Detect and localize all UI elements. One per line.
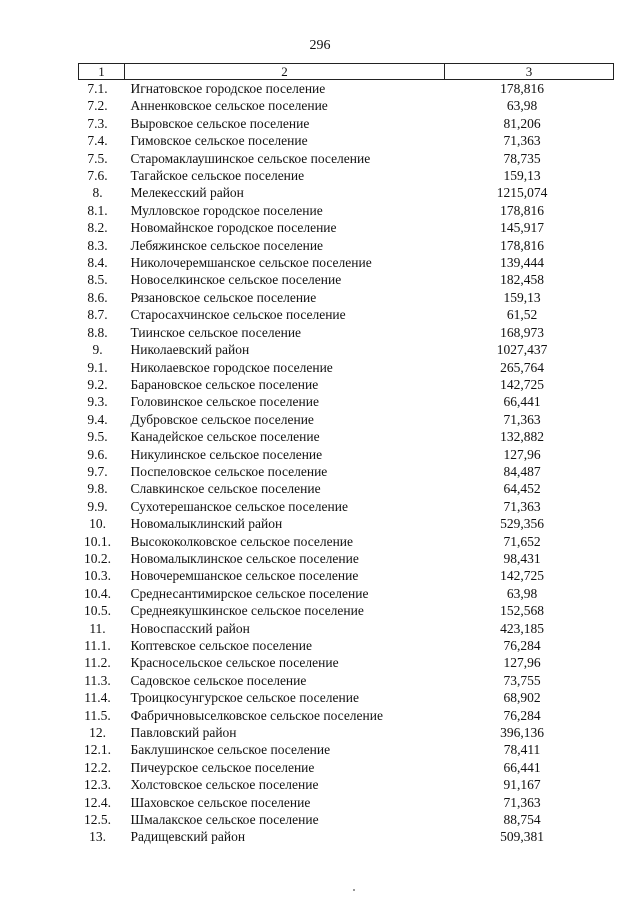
allocation-value: 81,206 [503, 115, 541, 131]
table-row [79, 167, 614, 184]
table-row [79, 689, 614, 706]
allocation-value: 529,356 [500, 516, 544, 532]
settlement-name: Новомалыклинское сельское поселение [130, 550, 359, 566]
settlement-name: Новоселкинское сельское поселение [130, 272, 342, 288]
settlement-name: Игнатовское городское поселение [130, 81, 326, 96]
settlement-name: Рязановское сельское поселение [130, 289, 317, 305]
settlement-name: Канадейское сельское поселение [130, 429, 320, 445]
allocation-value: 91,167 [503, 777, 541, 793]
table-row [79, 80, 614, 98]
settlement-name: Новоспасский район [130, 620, 250, 636]
allocation-value: 84,487 [503, 463, 541, 479]
settlement-name: Красносельское сельское поселение [130, 655, 339, 671]
allocation-value: 1027,437 [496, 342, 548, 358]
allocation-value: 88,754 [503, 812, 541, 828]
settlement-name: Новочеремшанское сельское поселение [130, 568, 359, 584]
allocation-value: 78,735 [503, 150, 541, 166]
row-number: 12.1. [84, 742, 111, 758]
row-number: 12.2. [84, 759, 111, 775]
row-number: 9.9. [87, 498, 108, 514]
row-number: 11. [89, 620, 106, 636]
settlement-name: Головинское сельское поселение [130, 394, 319, 410]
row-number: 10.2. [84, 550, 111, 566]
allocation-value: 76,284 [503, 707, 541, 723]
allocation-value: 509,381 [500, 829, 544, 845]
row-number: 7.6. [87, 168, 108, 184]
allocation-value: 178,816 [500, 81, 544, 96]
allocation-value: 61,52 [506, 307, 538, 323]
row-number: 9.6. [87, 446, 108, 462]
allocation-value: 64,452 [503, 481, 541, 497]
table-row [79, 411, 614, 428]
row-number: 8.8. [87, 324, 108, 340]
row-number: 11.4. [84, 690, 111, 706]
allocation-value: 159,13 [503, 289, 541, 305]
table-row [79, 115, 614, 132]
row-number: 12.4. [84, 794, 111, 810]
row-number: 9.5. [87, 429, 108, 445]
allocation-value: 152,568 [500, 603, 544, 619]
table-row [79, 776, 614, 793]
settlement-name: Тагайское сельское поселение [130, 168, 305, 184]
allocation-value: 178,816 [500, 237, 544, 253]
footer-mark [353, 889, 355, 891]
table-header [79, 64, 614, 80]
header-cell-col1: 1 [79, 64, 125, 80]
table-row [79, 567, 614, 584]
row-number: 11.2. [84, 655, 111, 671]
allocation-table-container [78, 63, 613, 846]
table-row [79, 202, 614, 219]
table-row [79, 150, 614, 167]
settlement-name: Сухотерешанское сельское поселение [130, 498, 348, 514]
row-number: 10.3. [84, 568, 111, 584]
settlement-name: Шмалакское сельское поселение [130, 812, 319, 828]
allocation-value: 1215,074 [496, 185, 548, 201]
row-number: 8. [92, 185, 103, 201]
table-row [79, 132, 614, 149]
settlement-name: Коптевское сельское поселение [130, 638, 312, 653]
table-row [79, 620, 614, 637]
table-row [79, 741, 614, 758]
settlement-name: Холстовское сельское поселение [130, 777, 319, 793]
settlement-name: Тиинское сельское поселение [130, 324, 302, 340]
row-number: 8.4. [87, 255, 108, 271]
allocation-table [78, 63, 614, 846]
table-row [79, 219, 614, 236]
table-row [79, 550, 614, 567]
settlement-name: Мелекесский район [130, 185, 244, 201]
row-number: 9.3. [87, 394, 108, 410]
row-number: 12.3. [84, 777, 111, 793]
settlement-name: Славкинское сельское поселение [130, 481, 321, 497]
table-row [79, 602, 614, 619]
table-row [79, 446, 614, 463]
allocation-value: 182,458 [500, 272, 544, 288]
allocation-value: 178,816 [500, 202, 544, 218]
settlement-name: Лебяжинское сельское поселение [130, 237, 324, 253]
settlement-name: Радищевский район [130, 829, 246, 845]
settlement-name: Пичеурское сельское поселение [130, 759, 315, 775]
settlement-name: Среднеякушкинское сельское поселение [130, 603, 364, 619]
row-number: 10.1. [84, 533, 111, 549]
table-row [79, 672, 614, 689]
row-number: 11.5. [84, 707, 111, 723]
row-number: 10.5. [84, 603, 111, 619]
table-body [79, 80, 614, 846]
table-row [79, 289, 614, 306]
table-row [79, 341, 614, 358]
allocation-value: 66,441 [503, 394, 541, 410]
table-row [79, 393, 614, 410]
table-row [79, 359, 614, 376]
table-row [79, 271, 614, 288]
row-number: 7.2. [87, 98, 108, 114]
settlement-name: Анненковское сельское поселение [130, 98, 328, 114]
allocation-value: 139,444 [500, 255, 544, 271]
row-number: 13. [89, 829, 106, 845]
settlement-name: Новомайнское городское поселение [130, 220, 337, 236]
row-number: 9.1. [87, 359, 108, 375]
settlement-name: Никулинское сельское поселение [130, 446, 323, 462]
row-number: 9.7. [87, 463, 108, 479]
allocation-value: 142,725 [500, 568, 544, 584]
allocation-value: 71,652 [503, 533, 541, 549]
row-number: 7.5. [87, 150, 108, 166]
table-row [79, 498, 614, 515]
settlement-name: Шаховское сельское поселение [130, 794, 311, 810]
table-row [79, 324, 614, 341]
table-row [79, 724, 614, 741]
row-number: 12. [89, 725, 106, 741]
settlement-name: Поспеловское сельское поселение [130, 463, 328, 479]
row-number: 8.7. [87, 307, 108, 323]
settlement-name: Фабричновыселковское сельское поселение [130, 707, 383, 723]
table-row [79, 707, 614, 724]
allocation-value: 71,363 [503, 133, 541, 149]
allocation-value: 127,96 [503, 655, 541, 671]
allocation-value: 71,363 [503, 411, 541, 427]
allocation-value: 132,882 [500, 429, 544, 445]
allocation-value: 168,973 [500, 324, 544, 340]
allocation-value: 68,902 [503, 690, 541, 706]
settlement-name: Николочеремшанское сельское поселение [130, 255, 372, 271]
settlement-name: Барановское сельское поселение [130, 376, 319, 392]
row-number: 8.3. [87, 237, 108, 253]
table-row [79, 515, 614, 532]
row-number: 10. [89, 516, 106, 532]
row-number: 9. [92, 342, 103, 358]
settlement-name: Гимовское сельское поселение [130, 133, 308, 149]
table-row [79, 759, 614, 776]
row-number: 7.4. [87, 133, 108, 149]
table-row [79, 254, 614, 271]
settlement-name: Старосахчинское сельское поселение [130, 307, 346, 323]
settlement-name: Троицкосунгурское сельское поселение [130, 690, 359, 706]
allocation-value: 159,13 [503, 168, 541, 184]
table-row [79, 376, 614, 393]
row-number: 8.5. [87, 272, 108, 288]
settlement-name: Николаевское городское поселение [130, 359, 333, 375]
settlement-name: Высококолковское сельское поселение [130, 533, 354, 549]
table-row [79, 533, 614, 550]
row-number: 9.4. [87, 411, 108, 427]
allocation-value: 73,755 [503, 672, 541, 688]
table-row [79, 237, 614, 254]
header-cell-col2: 2 [125, 64, 445, 80]
settlement-name: Садовское сельское поселение [130, 672, 307, 688]
table-row [79, 306, 614, 323]
table-row [79, 794, 614, 811]
table-row [79, 811, 614, 828]
settlement-name: Старомаклаушинское сельское поселение [130, 150, 371, 166]
header-row [79, 64, 614, 80]
row-number: 9.8. [87, 481, 108, 497]
allocation-value: 66,441 [503, 759, 541, 775]
allocation-value: 98,431 [503, 550, 541, 566]
allocation-value: 76,284 [503, 638, 541, 653]
allocation-value: 423,185 [500, 620, 544, 636]
row-number: 10.4. [84, 585, 111, 601]
row-number: 9.2. [87, 376, 108, 392]
row-number: 8.6. [87, 289, 108, 305]
row-number: 7.1. [87, 81, 108, 96]
table-row [79, 480, 614, 497]
settlement-name: Выровское сельское поселение [130, 115, 310, 131]
settlement-name: Дубровское сельское поселение [130, 411, 314, 427]
allocation-value: 71,363 [503, 498, 541, 514]
table-row [79, 828, 614, 845]
settlement-name: Николаевский район [130, 342, 250, 358]
allocation-value: 142,725 [500, 376, 544, 392]
row-number: 8.2. [87, 220, 108, 236]
table-row [79, 585, 614, 602]
header-cell-col3: 3 [445, 64, 614, 80]
table-row [79, 97, 614, 114]
allocation-value: 63,98 [506, 585, 538, 601]
table-row [79, 654, 614, 671]
row-number: 11.3. [84, 672, 111, 688]
allocation-value: 63,98 [506, 98, 538, 114]
settlement-name: Новомалыклинский район [130, 516, 283, 532]
allocation-value: 78,411 [503, 742, 541, 758]
row-number: 11.1. [84, 638, 111, 653]
allocation-value: 71,363 [503, 794, 541, 810]
row-number: 7.3. [87, 115, 108, 131]
settlement-name: Павловский район [130, 725, 237, 741]
table-row [79, 184, 614, 201]
allocation-value: 396,136 [500, 725, 544, 741]
allocation-value: 145,917 [500, 220, 544, 236]
allocation-value: 265,764 [500, 359, 544, 375]
row-number: 12.5. [84, 812, 111, 828]
allocation-value: 127,96 [503, 446, 541, 462]
settlement-name: Среднесантимирское сельское поселение [130, 585, 369, 601]
settlement-name: Баклушинское сельское поселение [130, 742, 331, 758]
page-number: 296 [309, 38, 331, 53]
table-row [79, 428, 614, 445]
table-row [79, 637, 614, 654]
row-number: 8.1. [87, 202, 108, 218]
settlement-name: Мулловское городское поселение [130, 202, 323, 218]
table-row [79, 463, 614, 480]
